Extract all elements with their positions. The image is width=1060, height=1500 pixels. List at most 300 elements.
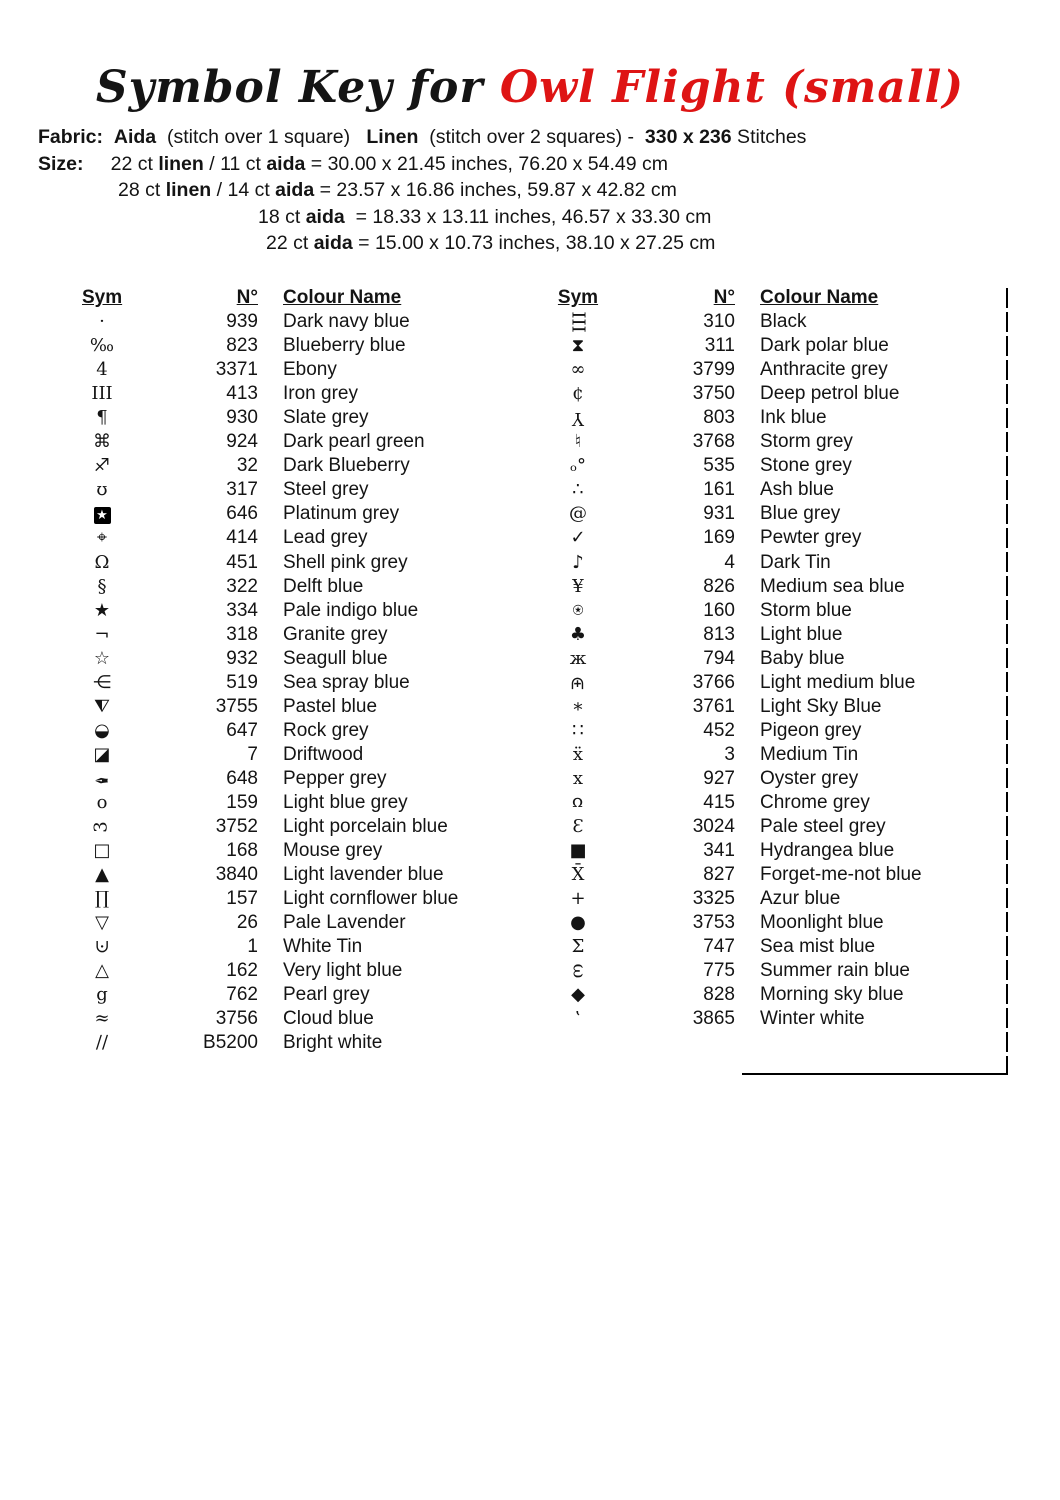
number-cell: 3325 bbox=[692, 888, 735, 910]
info-text-bold: aida bbox=[305, 205, 345, 228]
info-text: 18 ct bbox=[258, 205, 306, 228]
key-row bbox=[556, 310, 1004, 334]
stitch-symbol: ★ bbox=[93, 599, 111, 621]
symbol-cell bbox=[556, 647, 600, 671]
colour-name-cell: Ebony bbox=[283, 359, 337, 381]
symbol-cell bbox=[556, 839, 600, 863]
symbol-cell bbox=[82, 358, 122, 382]
colour-name-cell: Pepper grey bbox=[283, 767, 387, 789]
number-cell: 762 bbox=[226, 984, 258, 1006]
number-cell: 646 bbox=[226, 503, 258, 525]
colour-name-cell: Dark Blueberry bbox=[283, 455, 410, 477]
symbol-cell bbox=[82, 743, 122, 767]
symbol-cell bbox=[82, 623, 122, 647]
key-row bbox=[82, 1007, 552, 1031]
info-text: 22 ct bbox=[83, 152, 159, 175]
symbol-cell bbox=[82, 959, 122, 983]
key-row bbox=[82, 382, 552, 406]
info-text: (stitch over 1 square) bbox=[156, 126, 367, 148]
colour-name-cell: Dark polar blue bbox=[760, 335, 889, 357]
number-cell: 826 bbox=[703, 575, 735, 597]
stitch-symbol: III bbox=[91, 383, 113, 405]
key-row bbox=[82, 935, 552, 959]
stitch-symbol: X̄ bbox=[571, 864, 585, 886]
number-cell: 828 bbox=[703, 984, 735, 1006]
number-cell: 160 bbox=[703, 599, 735, 621]
symbol-cell bbox=[556, 863, 600, 887]
number-cell: 813 bbox=[703, 623, 735, 645]
fabric-size-info bbox=[38, 124, 806, 257]
colour-name-cell: Light cornflower blue bbox=[283, 888, 459, 910]
colour-name-cell: White Tin bbox=[283, 936, 363, 958]
colour-name-cell: Granite grey bbox=[283, 623, 388, 645]
number-cell: 3768 bbox=[692, 431, 735, 453]
symbol-cell bbox=[82, 671, 122, 695]
stitch-symbol: ♮ bbox=[574, 431, 582, 453]
colour-name-cell: Pigeon grey bbox=[760, 719, 862, 741]
stitch-symbol: ⊍ bbox=[94, 936, 110, 958]
symbol-cell bbox=[556, 791, 600, 815]
stitch-symbol: ∞ bbox=[570, 359, 586, 381]
symbol-cell bbox=[556, 767, 600, 791]
key-row bbox=[82, 719, 552, 743]
stitch-symbol: ◒ bbox=[94, 719, 110, 741]
number-cell: 3371 bbox=[215, 359, 258, 381]
number-cell: 3840 bbox=[215, 864, 258, 886]
stitch-symbol: § bbox=[97, 575, 107, 597]
colour-name-cell: Bright white bbox=[283, 1032, 383, 1054]
colour-name-cell: Cloud blue bbox=[283, 1008, 374, 1030]
colour-name-cell: Pearl grey bbox=[283, 984, 370, 1006]
key-table-header bbox=[556, 286, 1004, 310]
header-number: N° bbox=[236, 287, 258, 308]
title-black-part: Symbol Key for bbox=[95, 62, 500, 113]
stitch-symbol: Y bbox=[572, 408, 584, 430]
stitch-symbol: o bbox=[96, 791, 108, 813]
key-row bbox=[556, 334, 1004, 358]
symbol-cell bbox=[82, 382, 122, 406]
key-row bbox=[556, 358, 1004, 382]
stitch-symbol: ☆ bbox=[93, 647, 111, 669]
key-row bbox=[556, 815, 1004, 839]
stitch-symbol: ★ bbox=[94, 507, 111, 524]
stitch-symbol: ■ bbox=[569, 840, 587, 862]
header-sym: Sym bbox=[557, 287, 599, 308]
stitch-symbol: ж bbox=[569, 647, 587, 669]
info-text: 22 ct bbox=[266, 232, 314, 255]
stitch-symbol: 4 bbox=[96, 359, 108, 381]
key-row bbox=[556, 863, 1004, 887]
number-cell: 3766 bbox=[692, 671, 735, 693]
number-cell: 3799 bbox=[692, 359, 735, 381]
info-text: (stitch over 2 squares) - bbox=[418, 126, 645, 148]
symbol-cell bbox=[556, 310, 600, 334]
number-cell: 7 bbox=[247, 743, 258, 765]
stitch-symbol: ¬ bbox=[94, 623, 110, 645]
stitch-symbol: ⋲ bbox=[93, 671, 111, 693]
key-row bbox=[556, 623, 1004, 647]
key-row bbox=[556, 767, 1004, 791]
key-row bbox=[82, 767, 552, 791]
colour-name-cell: Slate grey bbox=[283, 407, 369, 429]
key-row bbox=[82, 551, 552, 575]
info-line bbox=[38, 177, 806, 204]
key-row bbox=[82, 887, 552, 911]
number-cell: 519 bbox=[226, 671, 258, 693]
colour-name-cell: Steel grey bbox=[283, 479, 369, 501]
key-row bbox=[82, 959, 552, 983]
info-text-bold: aida bbox=[313, 232, 353, 255]
stitch-symbol: III bbox=[568, 311, 590, 333]
stitch-symbol: ¥ bbox=[572, 575, 584, 597]
info-line bbox=[38, 230, 806, 257]
key-row bbox=[82, 863, 552, 887]
symbol-cell bbox=[556, 695, 600, 719]
stitch-symbol: · bbox=[99, 311, 105, 333]
info-text: = 23.57 x 16.86 inches, 59.87 x 42.82 cm bbox=[314, 179, 677, 202]
number-cell: 161 bbox=[703, 479, 735, 501]
info-text-bold: Size: bbox=[38, 152, 84, 175]
stitch-symbol: ⌖ bbox=[96, 527, 108, 549]
stitch-symbol: Ɛ bbox=[572, 816, 584, 838]
number-cell: 322 bbox=[226, 575, 258, 597]
key-row bbox=[82, 358, 552, 382]
stitch-symbol: ✒ bbox=[94, 768, 110, 790]
colour-name-cell: Black bbox=[760, 311, 807, 333]
symbol-cell bbox=[556, 887, 600, 911]
colour-name-cell: Mouse grey bbox=[283, 840, 383, 862]
colour-name-cell: Light lavender blue bbox=[283, 864, 444, 886]
stitch-symbol: ∏ bbox=[94, 888, 110, 910]
number-cell: 334 bbox=[226, 599, 258, 621]
key-row bbox=[82, 671, 552, 695]
symbol-cell bbox=[556, 815, 600, 839]
colour-name-cell: Oyster grey bbox=[760, 767, 859, 789]
symbol-cell bbox=[556, 599, 600, 623]
key-row bbox=[82, 575, 552, 599]
info-text-bold: 330 x 236 bbox=[644, 126, 732, 148]
colour-name-cell: Pale Lavender bbox=[283, 912, 406, 934]
number-cell: 3 bbox=[724, 743, 735, 765]
colour-name-cell: Ink blue bbox=[760, 407, 827, 429]
colour-name-cell: Very light blue bbox=[283, 960, 403, 982]
info-text: / 14 ct bbox=[211, 179, 276, 202]
key-row bbox=[556, 1007, 1004, 1031]
colour-name-cell: Pale indigo blue bbox=[283, 599, 419, 621]
symbol-cell bbox=[82, 935, 122, 959]
colour-name-cell: Seagull blue bbox=[283, 647, 388, 669]
stitch-symbol: ● bbox=[570, 912, 586, 934]
key-row bbox=[82, 743, 552, 767]
info-line bbox=[38, 151, 806, 178]
key-row bbox=[556, 839, 1004, 863]
stitch-symbol: @ bbox=[569, 503, 587, 525]
key-row bbox=[82, 454, 552, 478]
key-row bbox=[82, 911, 552, 935]
symbol-cell bbox=[556, 1007, 600, 1031]
key-row bbox=[82, 406, 552, 430]
info-text-bold: aida bbox=[266, 152, 306, 175]
symbol-cell bbox=[82, 695, 122, 719]
stitch-symbol: ẍ bbox=[572, 743, 584, 765]
stitch-symbol: ¶ bbox=[96, 407, 108, 429]
key-row bbox=[556, 575, 1004, 599]
stitch-symbol: ⧗ bbox=[571, 335, 585, 357]
stitch-symbol: ♣ bbox=[569, 623, 587, 645]
number-cell: 1 bbox=[247, 936, 258, 958]
info-text: Stitches bbox=[731, 126, 807, 148]
info-text-bold: linen bbox=[165, 179, 212, 202]
colour-name-cell: Pewter grey bbox=[760, 527, 862, 549]
number-cell: 311 bbox=[704, 335, 735, 357]
stitch-symbol: ⊎ bbox=[570, 672, 586, 694]
key-row bbox=[556, 551, 1004, 575]
colour-name-cell: Forget-me-not blue bbox=[760, 864, 922, 886]
key-row bbox=[82, 647, 552, 671]
colour-name-cell: Shell pink grey bbox=[283, 551, 408, 573]
info-text-bold: Fabric: bbox=[38, 126, 104, 148]
symbol-cell bbox=[556, 719, 600, 743]
key-row bbox=[82, 815, 552, 839]
number-cell: 931 bbox=[703, 503, 735, 525]
key-row bbox=[556, 430, 1004, 454]
table-bottom-border bbox=[742, 1073, 1008, 1075]
symbol-cell bbox=[556, 911, 600, 935]
symbol-cell bbox=[82, 430, 122, 454]
colour-name-cell: Baby blue bbox=[760, 647, 845, 669]
stitch-symbol: ▽ bbox=[95, 912, 109, 934]
number-cell: 648 bbox=[226, 767, 258, 789]
colour-name-cell: Dark navy blue bbox=[283, 311, 410, 333]
title-pattern-name: Owl Flight (small) bbox=[499, 62, 965, 113]
key-row bbox=[556, 983, 1004, 1007]
colour-name-cell: Dark Tin bbox=[760, 551, 831, 573]
colour-name-cell: Delft blue bbox=[283, 575, 364, 597]
table-right-border bbox=[1006, 288, 1008, 1075]
number-cell: 3865 bbox=[692, 1008, 735, 1030]
stitch-symbol: ω bbox=[568, 963, 590, 979]
info-text-bold: aida bbox=[275, 179, 315, 202]
colour-name-cell: Blue grey bbox=[760, 503, 841, 525]
key-row bbox=[556, 502, 1004, 526]
stitch-symbol: ♐ bbox=[93, 455, 111, 477]
number-cell: 3753 bbox=[692, 912, 735, 934]
colour-name-cell: Blueberry blue bbox=[283, 335, 406, 357]
symbol-cell bbox=[82, 454, 122, 478]
symbol-cell bbox=[556, 526, 600, 550]
number-cell: 647 bbox=[226, 719, 258, 741]
key-row bbox=[82, 599, 552, 623]
key-row bbox=[556, 887, 1004, 911]
number-cell: 168 bbox=[226, 840, 258, 862]
key-row bbox=[556, 791, 1004, 815]
symbol-cell bbox=[82, 551, 122, 575]
colour-name-cell: Azur blue bbox=[760, 888, 841, 910]
number-cell: 159 bbox=[226, 791, 258, 813]
header-sym: Sym bbox=[82, 287, 123, 308]
key-row bbox=[82, 310, 552, 334]
number-cell: 747 bbox=[703, 936, 735, 958]
number-cell: 827 bbox=[703, 864, 735, 886]
stitch-symbol: ◆ bbox=[571, 984, 585, 1006]
number-cell: 3750 bbox=[692, 383, 735, 405]
symbol-cell bbox=[82, 334, 122, 358]
number-cell: 4 bbox=[724, 551, 735, 573]
colour-name-cell: Driftwood bbox=[283, 743, 364, 765]
colour-name-cell: Moonlight blue bbox=[760, 912, 884, 934]
stitch-symbol: ₒ° bbox=[570, 455, 586, 477]
number-cell: 3752 bbox=[215, 816, 258, 838]
stitch-symbol: ∷ bbox=[572, 719, 584, 741]
colour-name-cell: Light blue grey bbox=[283, 791, 408, 813]
colour-name-cell: Winter white bbox=[760, 1008, 865, 1030]
colour-name-cell: Storm blue bbox=[760, 599, 852, 621]
symbol-cell bbox=[556, 575, 600, 599]
key-table-header bbox=[82, 286, 552, 310]
stitch-symbol: ∗ bbox=[571, 695, 585, 717]
number-cell: 930 bbox=[226, 407, 258, 429]
symbol-cell bbox=[556, 935, 600, 959]
number-cell: 924 bbox=[226, 431, 258, 453]
number-cell: 3024 bbox=[692, 816, 735, 838]
colour-name-cell: Light blue bbox=[760, 623, 843, 645]
number-cell: 3755 bbox=[215, 695, 258, 717]
stitch-symbol: g bbox=[96, 984, 108, 1006]
colour-name-cell: Light Sky Blue bbox=[760, 695, 882, 717]
symbol-cell bbox=[82, 839, 122, 863]
stitch-symbol: ◪ bbox=[93, 743, 111, 765]
number-cell: 775 bbox=[703, 960, 735, 982]
number-cell: 162 bbox=[226, 960, 258, 982]
symbol-cell bbox=[82, 719, 122, 743]
colour-name-cell: Sea mist blue bbox=[760, 936, 876, 958]
stitch-symbol: ¢ bbox=[572, 383, 584, 405]
stitch-symbol: ⧨ bbox=[93, 695, 111, 717]
stitch-symbol: Ω bbox=[94, 551, 110, 573]
number-cell: 927 bbox=[703, 767, 735, 789]
symbol-cell bbox=[556, 334, 600, 358]
symbol-cell bbox=[556, 430, 600, 454]
number-cell: 452 bbox=[703, 719, 735, 741]
stitch-symbol: ♪ bbox=[572, 551, 584, 573]
stitch-symbol: ⌘ bbox=[93, 431, 111, 453]
stitch-symbol: + bbox=[570, 888, 586, 910]
stitch-symbol: ▲ bbox=[95, 864, 109, 886]
key-row bbox=[82, 1031, 552, 1055]
stitch-symbol: x bbox=[572, 767, 584, 789]
number-cell: 415 bbox=[703, 791, 735, 813]
key-row bbox=[82, 526, 552, 550]
number-cell: 169 bbox=[703, 527, 735, 549]
symbol-cell bbox=[82, 526, 122, 550]
colour-name-cell: Hydrangea blue bbox=[760, 840, 895, 862]
key-row bbox=[556, 695, 1004, 719]
number-cell: 413 bbox=[226, 383, 258, 405]
symbol-cell bbox=[82, 406, 122, 430]
key-row bbox=[82, 791, 552, 815]
symbol-cell bbox=[556, 478, 600, 502]
key-row bbox=[556, 935, 1004, 959]
key-row bbox=[556, 454, 1004, 478]
symbol-cell bbox=[556, 623, 600, 647]
info-text-bold: linen bbox=[158, 152, 204, 175]
key-row bbox=[82, 983, 552, 1007]
symbol-cell bbox=[82, 1031, 122, 1055]
colour-name-cell: Light porcelain blue bbox=[283, 816, 448, 838]
symbol-cell bbox=[82, 863, 122, 887]
key-row bbox=[556, 406, 1004, 430]
stitch-symbol: 3 bbox=[90, 821, 112, 833]
colour-name-cell: Deep petrol blue bbox=[760, 383, 900, 405]
stitch-symbol: ‛ bbox=[575, 1008, 581, 1030]
symbol-cell bbox=[556, 406, 600, 430]
number-cell: 310 bbox=[703, 311, 735, 333]
number-cell: 3756 bbox=[215, 1008, 258, 1030]
info-text: 28 ct bbox=[118, 179, 166, 202]
key-row bbox=[82, 695, 552, 719]
key-table-right bbox=[556, 286, 1004, 1031]
page-title bbox=[0, 62, 1060, 113]
symbol-cell bbox=[82, 502, 122, 526]
colour-name-cell: Morning sky blue bbox=[760, 984, 904, 1006]
symbol-cell bbox=[556, 983, 600, 1007]
key-row bbox=[82, 478, 552, 502]
number-cell: 26 bbox=[236, 912, 258, 934]
stitch-symbol: ʊ bbox=[572, 793, 584, 815]
number-cell: 794 bbox=[703, 647, 735, 669]
key-row bbox=[556, 959, 1004, 983]
info-text bbox=[103, 126, 114, 148]
header-number: N° bbox=[713, 287, 735, 308]
colour-name-cell: Lead grey bbox=[283, 527, 368, 549]
symbol-cell bbox=[82, 983, 122, 1007]
header-colour-name: Colour Name bbox=[283, 287, 402, 308]
colour-name-cell: Chrome grey bbox=[760, 791, 870, 813]
key-row bbox=[556, 743, 1004, 767]
symbol-cell bbox=[82, 767, 122, 791]
symbol-cell bbox=[82, 478, 122, 502]
colour-name-cell: Stone grey bbox=[760, 455, 852, 477]
number-cell: 317 bbox=[226, 479, 258, 501]
key-row bbox=[556, 526, 1004, 550]
number-cell: 932 bbox=[226, 647, 258, 669]
symbol-cell bbox=[556, 502, 600, 526]
info-text: = 15.00 x 10.73 inches, 38.10 x 27.25 cm bbox=[352, 232, 716, 255]
info-text: = 18.33 x 13.11 inches, 46.57 x 33.30 cm bbox=[344, 205, 712, 228]
key-row bbox=[82, 502, 552, 526]
symbol-cell bbox=[82, 310, 122, 334]
symbol-cell bbox=[556, 671, 600, 695]
colour-name-cell: Rock grey bbox=[283, 719, 369, 741]
number-cell: 32 bbox=[236, 455, 258, 477]
info-text-bold: Aida bbox=[113, 126, 157, 148]
colour-name-cell: Anthracite grey bbox=[760, 359, 888, 381]
number-cell: 318 bbox=[226, 623, 258, 645]
symbol-cell bbox=[82, 791, 122, 815]
symbol-cell bbox=[82, 575, 122, 599]
colour-name-cell: Sea spray blue bbox=[283, 671, 410, 693]
symbol-cell bbox=[556, 551, 600, 575]
symbol-cell bbox=[82, 599, 122, 623]
info-line bbox=[38, 124, 806, 151]
colour-name-cell: Pastel blue bbox=[283, 695, 378, 717]
symbol-cell bbox=[556, 454, 600, 478]
symbol-cell bbox=[556, 382, 600, 406]
number-cell: 157 bbox=[226, 888, 258, 910]
stitch-symbol: ≈ bbox=[94, 1008, 110, 1030]
stitch-symbol: ∕∕ bbox=[95, 1032, 109, 1054]
colour-name-cell: Dark pearl green bbox=[283, 431, 425, 453]
